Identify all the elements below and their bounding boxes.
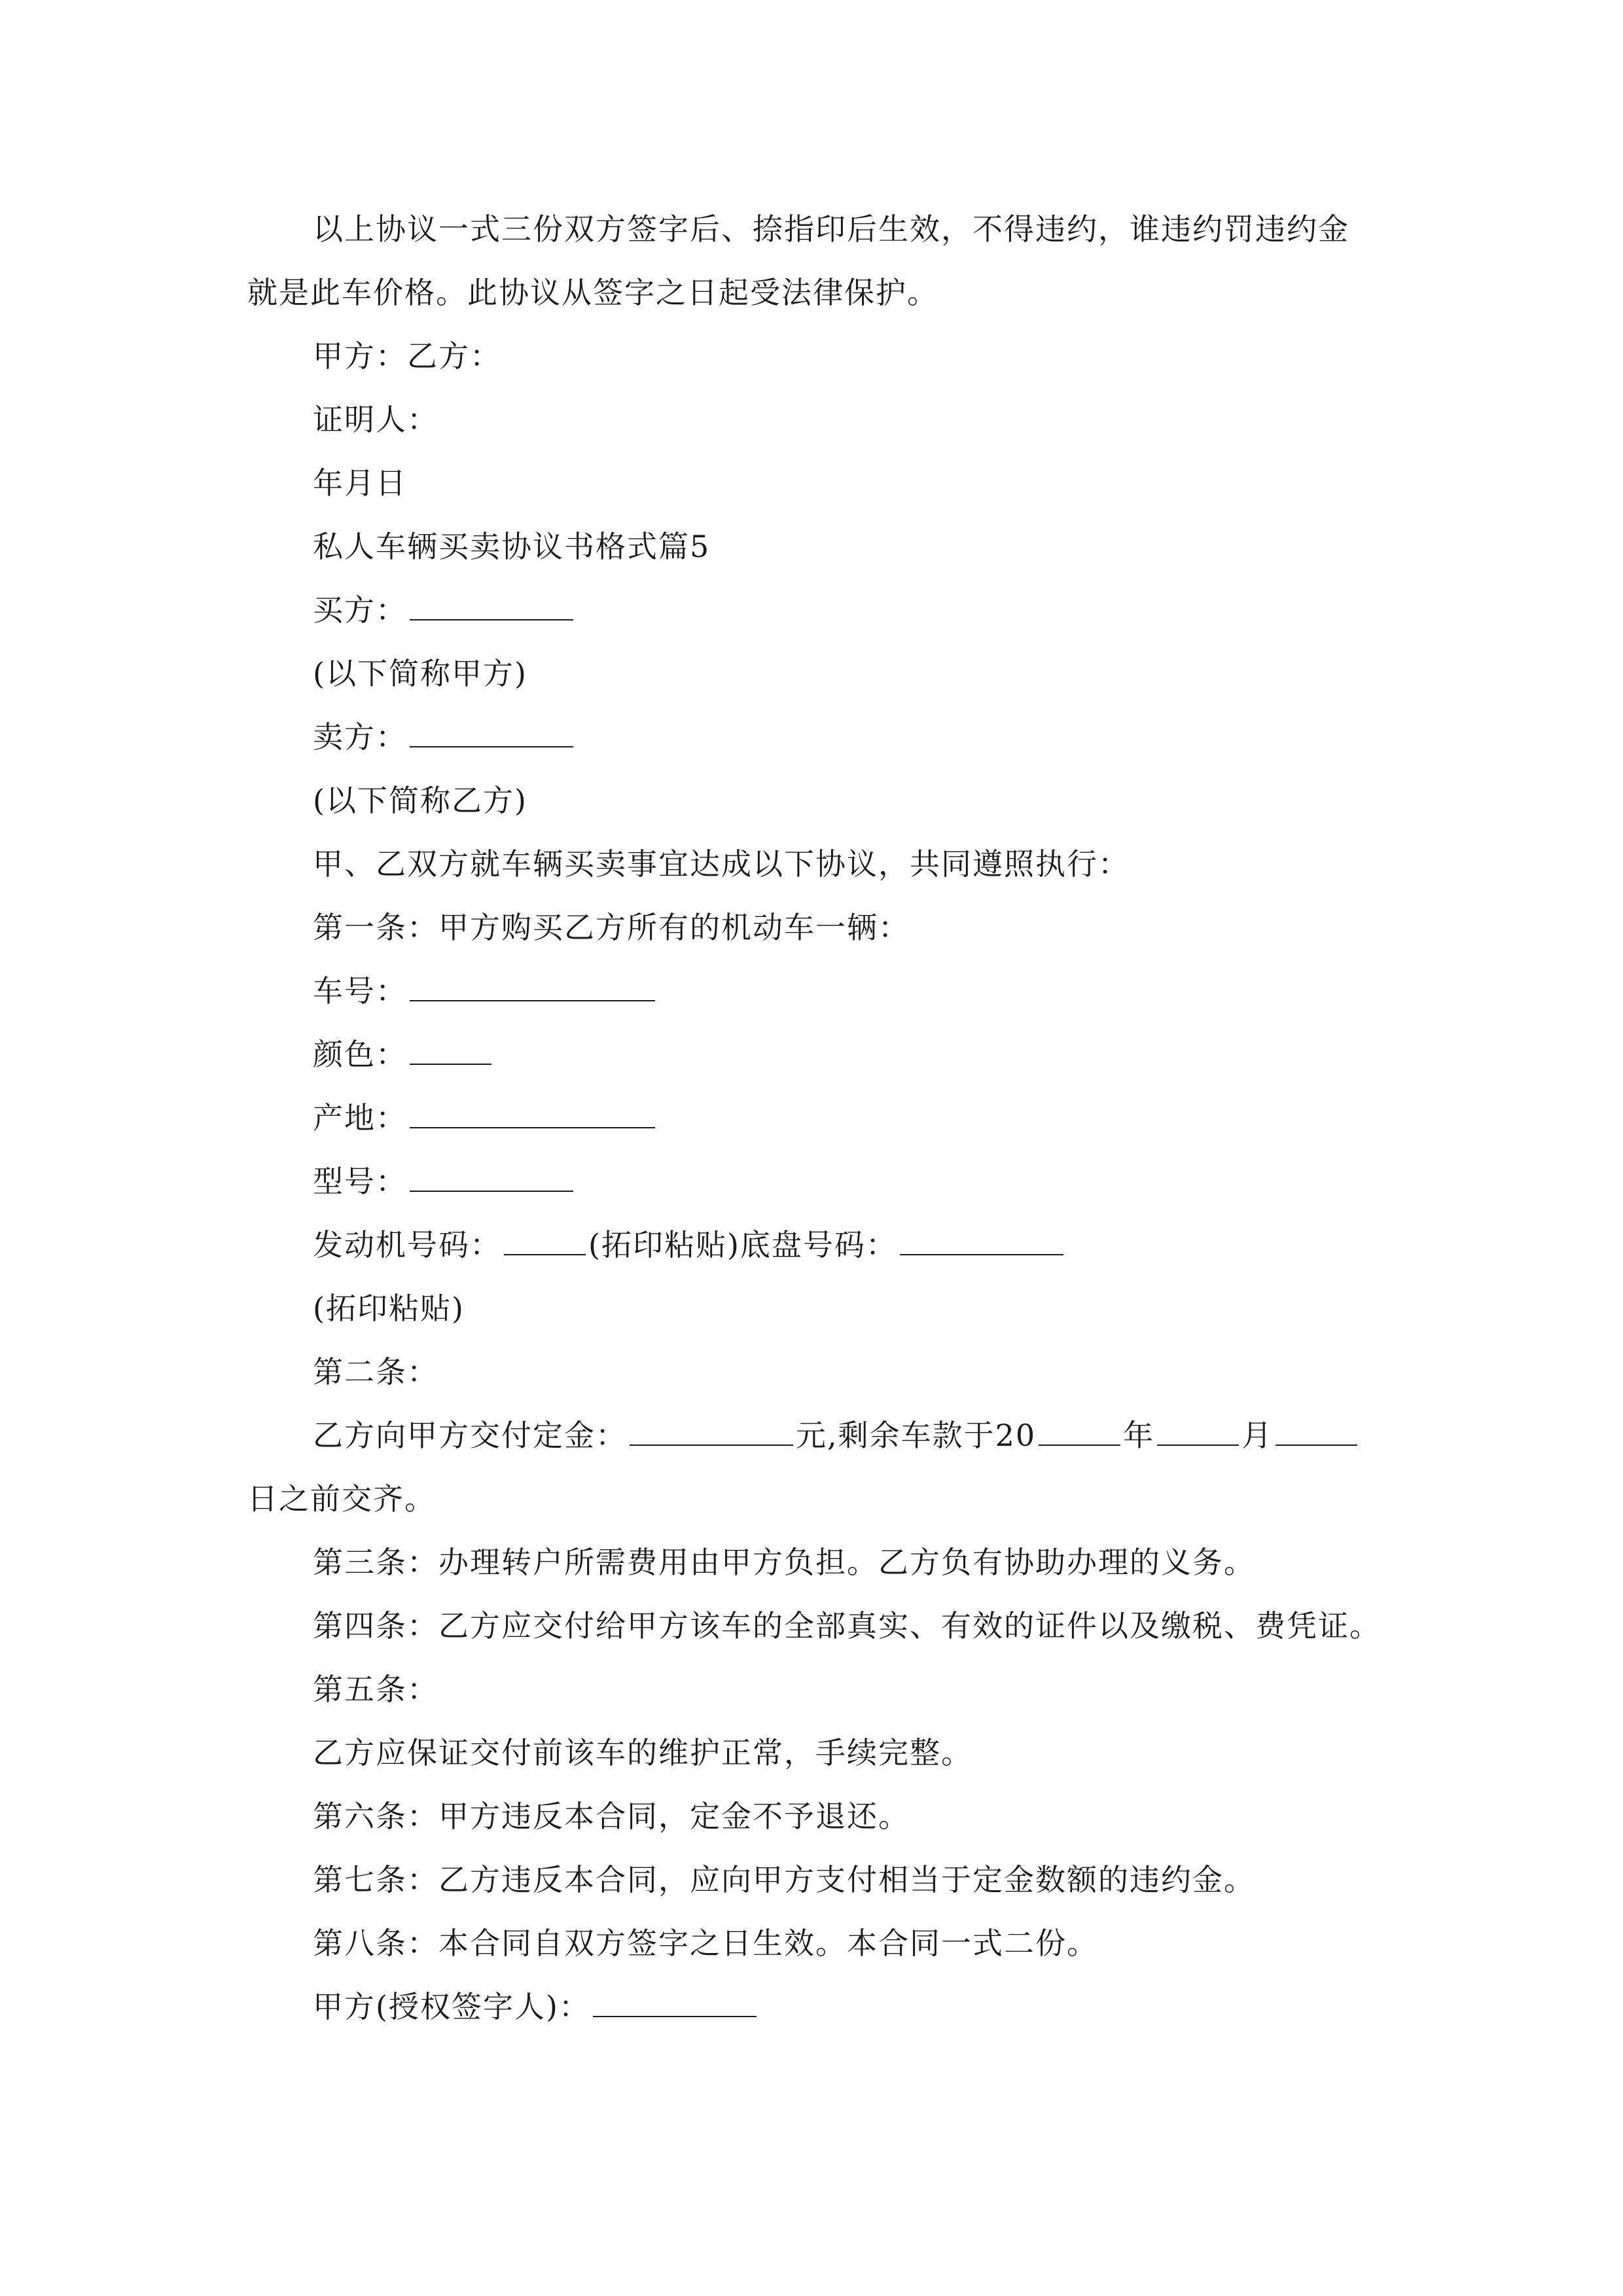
chassis-blank bbox=[900, 1225, 1063, 1255]
article-8: 第八条：本合同自双方签字之日生效。本合同一式二份。 bbox=[313, 1926, 1098, 1961]
month-blank bbox=[1157, 1416, 1239, 1446]
year-blank bbox=[1039, 1416, 1120, 1446]
seller-label: 卖方： bbox=[313, 719, 407, 755]
paragraph-line: 就是此车价格。此协议从签字之日起受法律保护。 bbox=[247, 275, 938, 310]
engine-label: 发动机号码： bbox=[313, 1227, 501, 1263]
article-7: 第七条：乙方违反本合同，应向甲方支付相当于定金数额的违约金。 bbox=[313, 1862, 1255, 1897]
buyer-label: 买方： bbox=[313, 592, 407, 628]
seller-blank bbox=[410, 717, 573, 747]
engine-line bbox=[313, 1225, 1623, 1265]
model-line bbox=[313, 1162, 1623, 1201]
deposit-line bbox=[313, 1416, 1623, 1455]
buyer-blank bbox=[410, 590, 573, 620]
article-5: 第五条： bbox=[313, 1672, 438, 1707]
deposit-label: 乙方向甲方交付定金： bbox=[313, 1418, 627, 1453]
article-3: 第三条：办理转户所需费用由甲方负担。乙方负有协助办理的义务。 bbox=[313, 1545, 1255, 1580]
color-line bbox=[313, 1035, 1623, 1074]
plate-line bbox=[313, 971, 1623, 1011]
rubbing-note: (拓印粘贴) bbox=[313, 1291, 465, 1326]
article-6: 第六条：甲方违反本合同，定金不予退还。 bbox=[313, 1799, 910, 1834]
article-4: 第四条：乙方应交付给甲方该车的全部真实、有效的证件以及缴税、费凭证。 bbox=[313, 1608, 1381, 1643]
origin-blank bbox=[410, 1098, 655, 1128]
buyer-note: (以下简称甲方) bbox=[313, 656, 527, 691]
model-label: 型号： bbox=[313, 1164, 407, 1199]
article-2: 第二条： bbox=[313, 1354, 438, 1390]
deposit-end: 日之前交齐。 bbox=[247, 1481, 436, 1516]
engine-blank bbox=[504, 1225, 586, 1255]
plate-label: 车号： bbox=[313, 973, 407, 1009]
color-label: 颜色： bbox=[313, 1037, 407, 1072]
party-signature-line: 甲方：乙方： bbox=[313, 338, 501, 374]
party-a-signature-line bbox=[313, 1987, 1623, 2026]
section-title: 私人车辆买卖协议书格式篇5 bbox=[313, 529, 711, 564]
date-line: 年月日 bbox=[313, 465, 407, 501]
model-blank bbox=[410, 1162, 573, 1192]
paragraph-line: 以上协议一式三份双方签字后、捺指印后生效，不得违约，谁违约罚违约金 bbox=[313, 211, 1349, 247]
witness-line: 证明人： bbox=[313, 402, 438, 437]
seller-note: (以下简称乙方) bbox=[313, 783, 527, 818]
origin-line bbox=[313, 1098, 1623, 1138]
article-1: 第一条：甲方购买乙方所有的机动车一辆： bbox=[313, 910, 910, 945]
buyer-line bbox=[313, 590, 1623, 630]
party-a-signature-blank bbox=[593, 1987, 757, 2017]
chassis-label: (拓印粘贴)底盘号码： bbox=[588, 1227, 897, 1263]
party-a-signature-label: 甲方(授权签字人)： bbox=[313, 1989, 590, 2024]
article-5-text: 乙方应保证交付前该车的维护正常，手续完整。 bbox=[313, 1735, 972, 1770]
deposit-text: 元,剩余车款于20 bbox=[796, 1418, 1037, 1453]
month-label: 月 bbox=[1241, 1418, 1274, 1453]
year-label: 年 bbox=[1123, 1418, 1155, 1453]
deposit-blank bbox=[630, 1416, 793, 1446]
seller-line bbox=[313, 717, 1623, 757]
plate-blank bbox=[410, 971, 655, 1001]
intro-line: 甲、乙双方就车辆买卖事宜达成以下协议，共同遵照执行： bbox=[313, 846, 1130, 882]
origin-label: 产地： bbox=[313, 1100, 407, 1136]
color-blank bbox=[410, 1035, 491, 1065]
day-blank bbox=[1275, 1416, 1357, 1446]
